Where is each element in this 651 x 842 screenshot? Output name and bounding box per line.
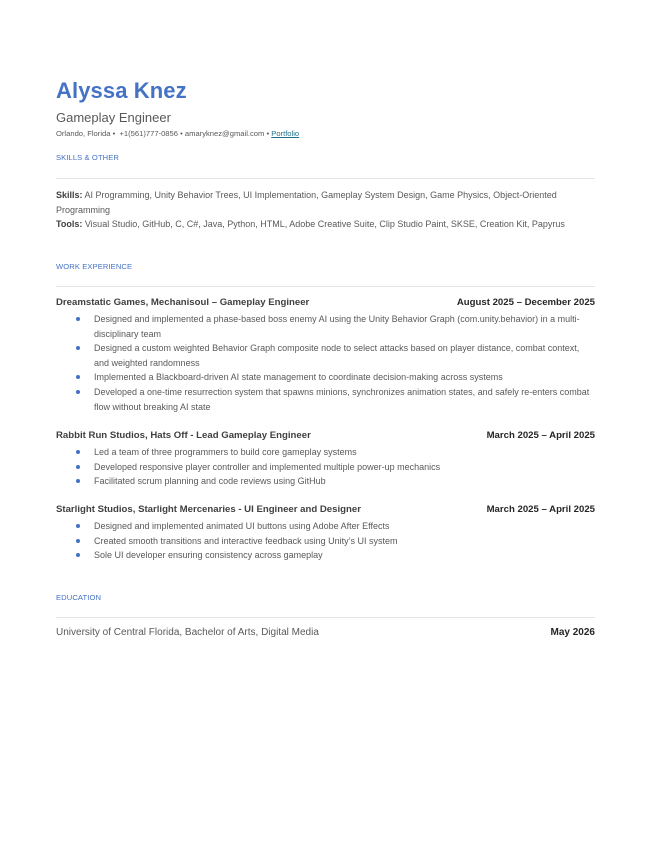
job-bullets (56, 519, 595, 563)
contact-line (56, 129, 299, 138)
section-heading-work: WORK EXPERIENCE (56, 262, 133, 271)
separator: • (112, 129, 116, 138)
tools-text: Visual Studio, GitHub, C, C#, Java, Python, HTML, Adobe Creative Suite, Clip Studio Paint, SKSE, Creation Kit, Papyrus (84, 219, 565, 229)
job-bullets (56, 312, 595, 414)
education-row (56, 627, 595, 638)
phone: +1(561)777-0856 (119, 129, 178, 138)
bullet-item: Developed a one-time resurrection system that spawns minions, synchronizes animation states, and safely re-enters combat flow without breaking AI state (56, 385, 595, 414)
bullet-item: Designed and implemented a phase-based boss enemy AI using the Unity Behavior Graph (com.unity.behavior) in a multi-disciplinary team (56, 312, 595, 341)
job-title: Rabbit Run Studios, Hats Off - Lead Gameplay Engineer (56, 430, 311, 441)
education-degree: University of Central Florida, Bachelor of Arts, Digital Media (56, 627, 319, 638)
section-divider (56, 286, 595, 287)
job-title: Dreamstatic Games, Mechanisoul – Gameplay Engineer (56, 297, 310, 308)
section-heading-education: EDUCATION (56, 593, 102, 602)
job-header (56, 297, 595, 308)
job-dates: March 2025 – April 2025 (486, 430, 595, 441)
bullet-item: Developed responsive player controller and implemented multiple power-up mechanics (56, 460, 595, 475)
job-title: Starlight Studios, Starlight Mercenaries - UI Engineer and Designer (56, 504, 361, 515)
tools-label: Tools: (56, 219, 83, 229)
candidate-title: Gameplay Engineer (56, 110, 171, 125)
skills-line (56, 188, 595, 217)
bullet-item: Led a team of three programmers to build core gameplay systems (56, 445, 595, 460)
candidate-name: Alyssa Knez (56, 78, 187, 103)
job-header (56, 504, 595, 515)
portfolio-link[interactable]: Portfolio (271, 129, 300, 138)
bullet-item: Designed and implemented animated UI buttons using Adobe After Effects (56, 519, 595, 534)
job-header (56, 430, 595, 441)
job-dates: August 2025 – December 2025 (456, 297, 595, 308)
email: amaryknez@gmail.com (184, 129, 265, 138)
separator: • (266, 129, 270, 138)
education-date: May 2026 (550, 627, 595, 638)
separator: • (180, 129, 183, 138)
skills-text: AI Programming, Unity Behavior Trees, UI Implementation, Gameplay System Design, Game Physics, Object-Oriented Programming (56, 190, 557, 215)
tools-line (56, 217, 595, 232)
job-bullets (56, 445, 595, 489)
location: Orlando, Florida (56, 129, 111, 138)
bullet-item: Created smooth transitions and interactive feedback using Unity’s UI system (56, 534, 595, 549)
skills-label: Skills: (56, 190, 83, 200)
bullet-item: Designed a custom weighted Behavior Graph composite node to select attacks based on player distance, combat context, and weighted randomness (56, 341, 595, 370)
skills-block (56, 188, 595, 232)
job-dates: March 2025 – April 2025 (486, 504, 595, 515)
section-divider (56, 617, 595, 618)
section-divider (56, 178, 595, 179)
bullet-item: Sole UI developer ensuring consistency across gameplay (56, 548, 595, 563)
bullet-item: Implemented a Blackboard-driven AI state management to coordinate decision-making across systems (56, 370, 595, 385)
bullet-item: Facilitated scrum planning and code reviews using GitHub (56, 474, 595, 489)
section-heading-skills: SKILLS & OTHER (56, 153, 120, 162)
